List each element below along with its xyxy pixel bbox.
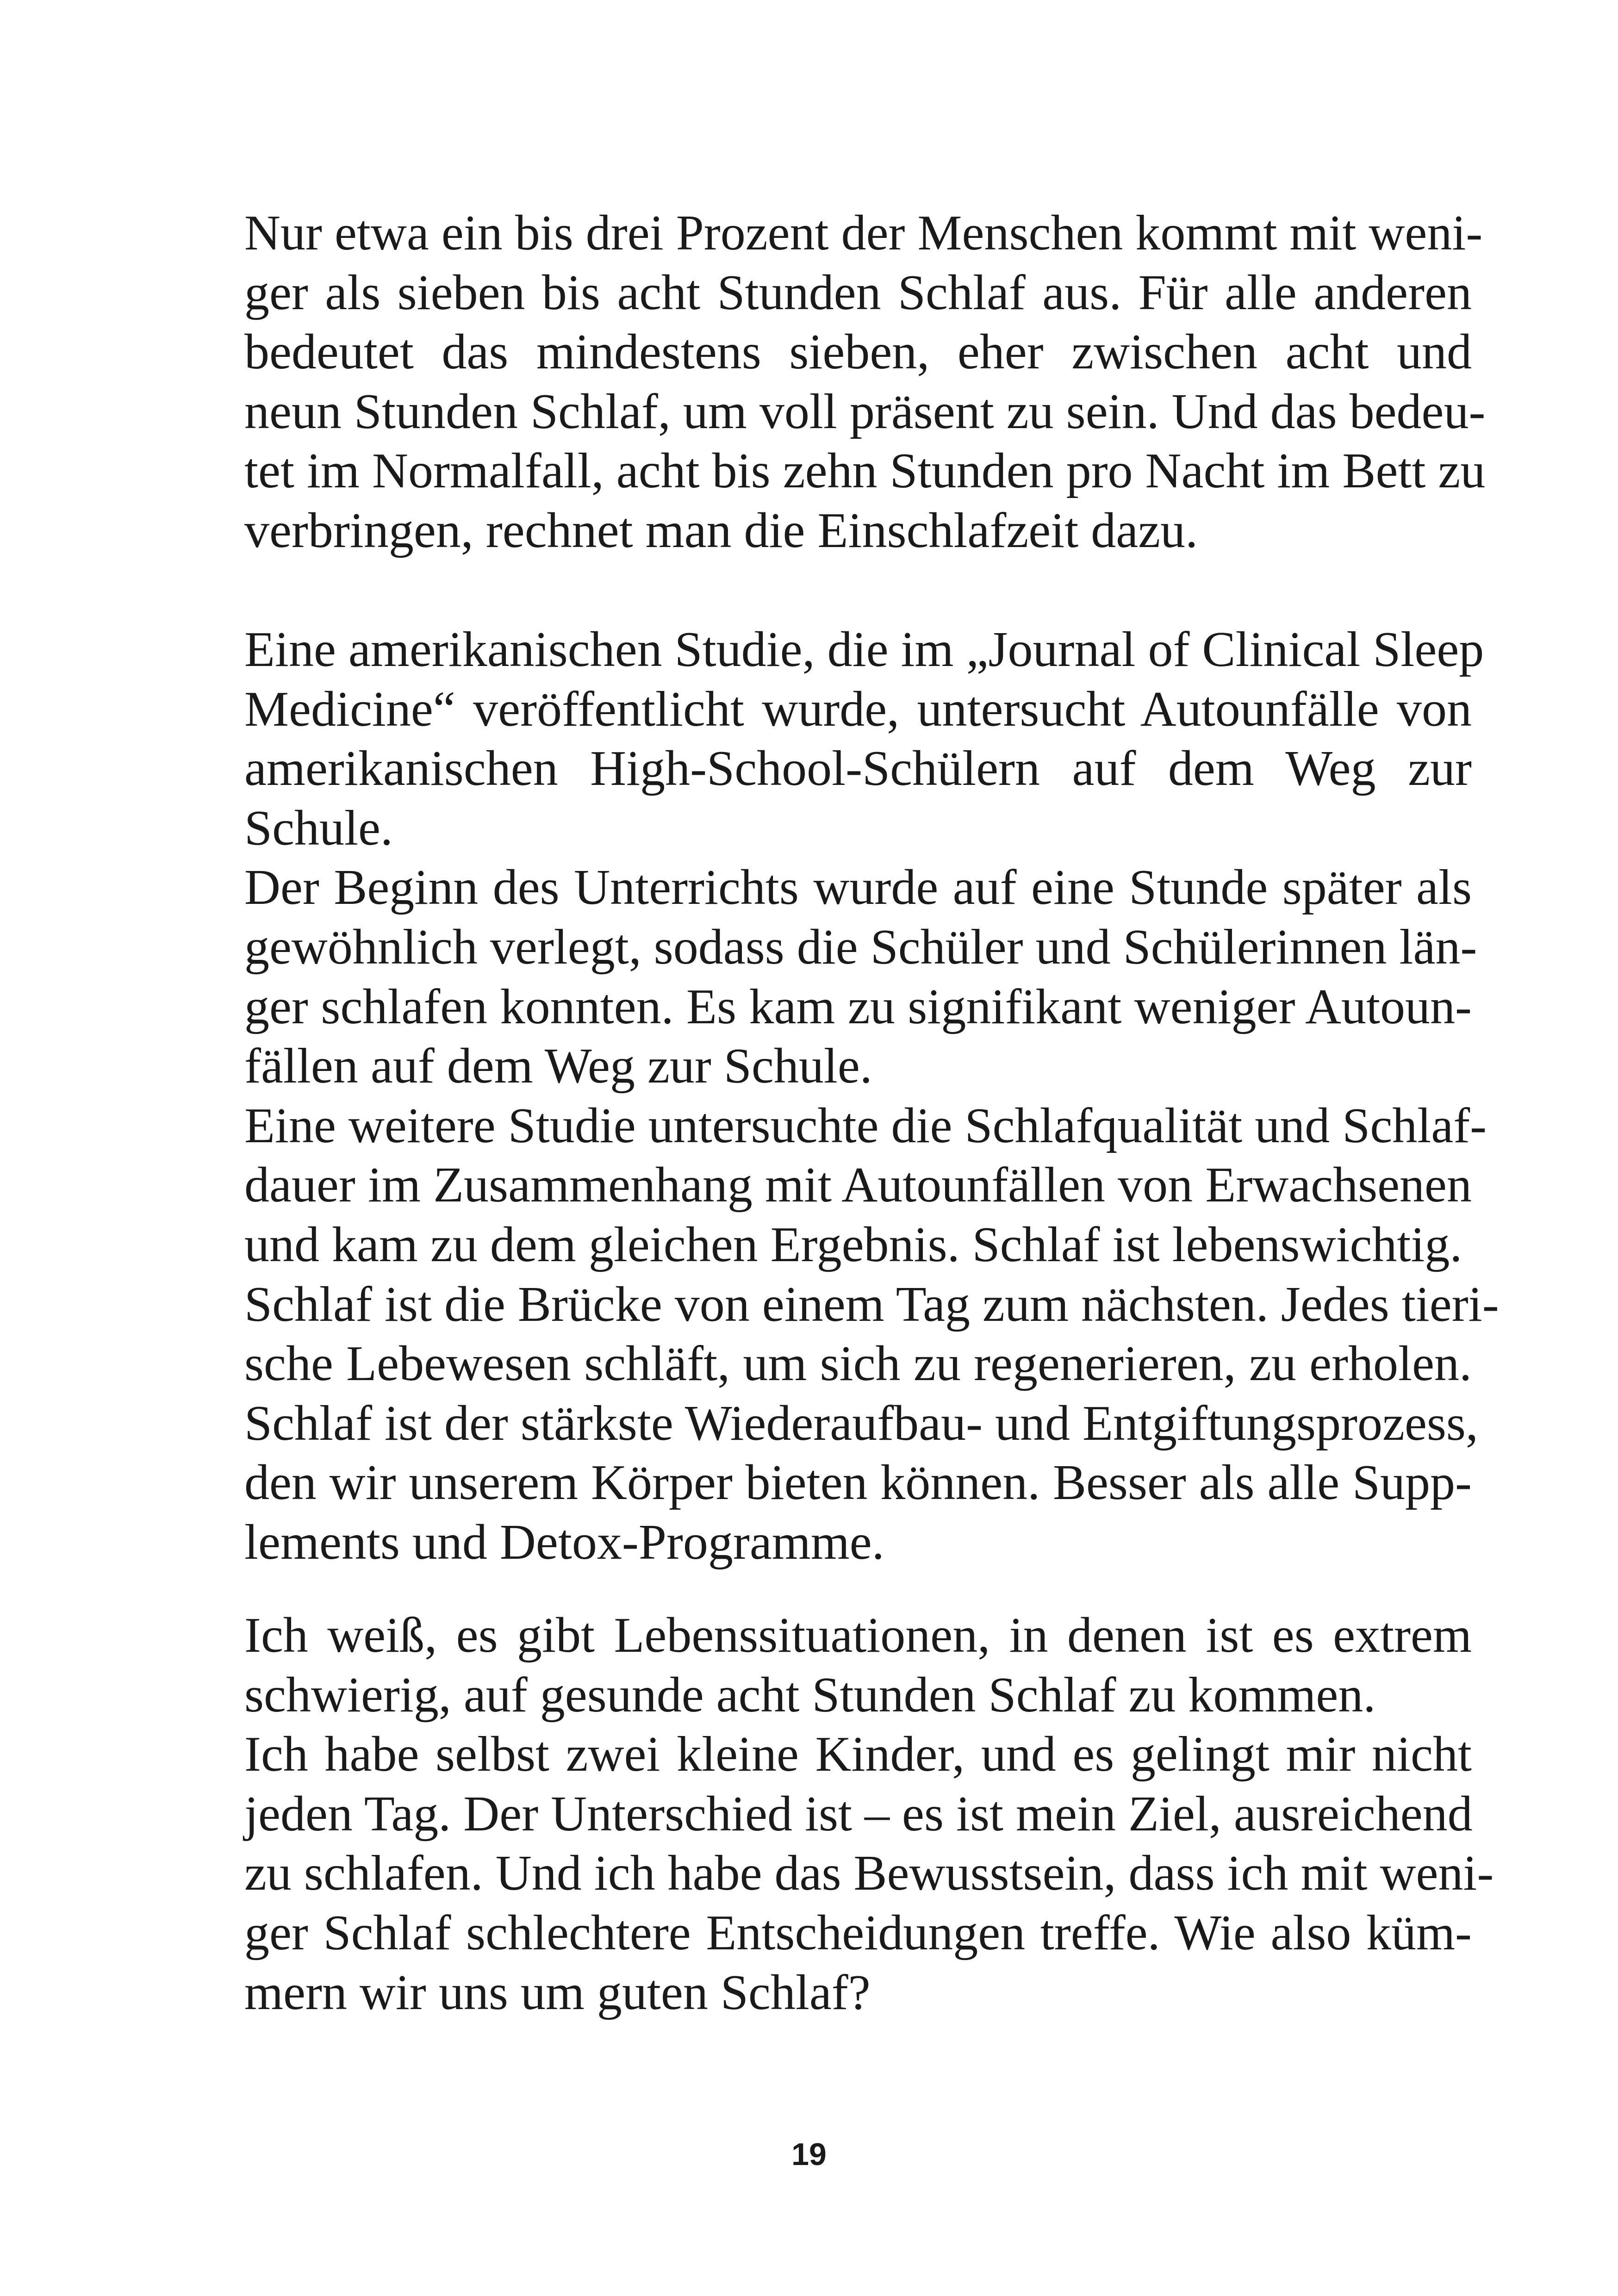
paragraph-adult-study — [244, 1096, 1487, 1275]
paragraph-study-section — [244, 620, 1499, 1573]
paragraph-personal-section — [244, 1606, 1494, 2022]
text-line: sche Lebewesen schläft, um sich zu regenerieren, zu erholen. — [244, 1336, 1472, 1392]
text-line: Medicine“ veröffentlicht wurde, untersucht Autounfälle von — [244, 681, 1472, 737]
text-line: bedeutet das mindestens sieben, eher zwischen acht und — [244, 324, 1472, 380]
text-line: Eine weitere Studie untersuchte die Schlafqualität und Schlaf- — [244, 1098, 1487, 1153]
text-line: schwierig, auf gesunde acht Stunden Schlaf zu kommen. — [244, 1667, 1376, 1723]
text-line: gewöhnlich verlegt, sodass die Schüler und Schülerinnen län- — [244, 919, 1477, 975]
text-line: Schule. — [244, 800, 393, 856]
paragraph-children — [244, 1725, 1494, 2022]
text-line: mern wir uns um guten Schlaf? — [244, 1965, 871, 2020]
text-line: amerikanischen High-School-Schülern auf dem Weg zur — [244, 741, 1472, 796]
text-line: Nur etwa ein bis drei Prozent der Menschen kommt mit weni- — [244, 205, 1483, 261]
text-line: den wir unserem Körper bieten können. Besser als alle Supp- — [244, 1455, 1472, 1511]
text-line: ger Schlaf schlechtere Entscheidungen treffe. Wie also küm- — [244, 1905, 1472, 1960]
text-line: und kam zu dem gleichen Ergebnis. Schlaf ist lebenswichtig. — [244, 1217, 1462, 1272]
paragraph-american-study — [244, 620, 1484, 858]
text-line: verbringen, rechnet man die Einschlafzeit dazu. — [244, 503, 1198, 558]
text-line: ger schlafen konnten. Es kam zu signifikant weniger Autoun- — [244, 979, 1472, 1034]
paragraph-life-situations — [244, 1606, 1472, 1725]
text-line: jeden Tag. Der Unterschied ist – es ist mein Ziel, ausreichend — [244, 1786, 1473, 1842]
text-line: tet im Normalfall, acht bis zehn Stunden pro Nacht im Bett zu — [244, 443, 1486, 499]
text-line: Schlaf ist die Brücke von einem Tag zum nächsten. Jedes tieri- — [244, 1276, 1499, 1332]
page-number: 19 — [791, 2137, 827, 2172]
text-line: dauer im Zusammenhang mit Autounfällen von Erwachsenen — [244, 1157, 1472, 1213]
text-line: zu schlafen. Und ich habe das Bewusstsein, dass ich mit weni- — [244, 1846, 1494, 1901]
text-line: lements und Detox-Programme. — [244, 1514, 884, 1570]
text-line: Ich weiß, es gibt Lebenssituationen, in denen ist es extrem — [244, 1608, 1472, 1663]
text-line: neun Stunden Schlaf, um voll präsent zu sein. Und das bedeu- — [244, 384, 1486, 439]
text-line: ger als sieben bis acht Stunden Schlaf aus. Für alle anderen — [244, 265, 1472, 320]
text-line: Ich habe selbst zwei kleine Kinder, und es gelingt mir nicht — [244, 1727, 1472, 1782]
text-line: fällen auf dem Weg zur Schule. — [244, 1039, 872, 1094]
paragraph-school-start — [244, 858, 1477, 1096]
paragraph-sleep-bridge — [244, 1275, 1499, 1573]
text-line: Eine amerikanischen Studie, die im „Journal of Clinical Sleep — [244, 622, 1484, 677]
text-line: Schlaf ist der stärkste Wiederaufbau- und Entgiftungsprozess, — [244, 1395, 1478, 1451]
text-line: Der Beginn des Unterrichts wurde auf eine Stunde später als — [244, 860, 1472, 915]
paragraph-sleep-need — [244, 204, 1486, 561]
